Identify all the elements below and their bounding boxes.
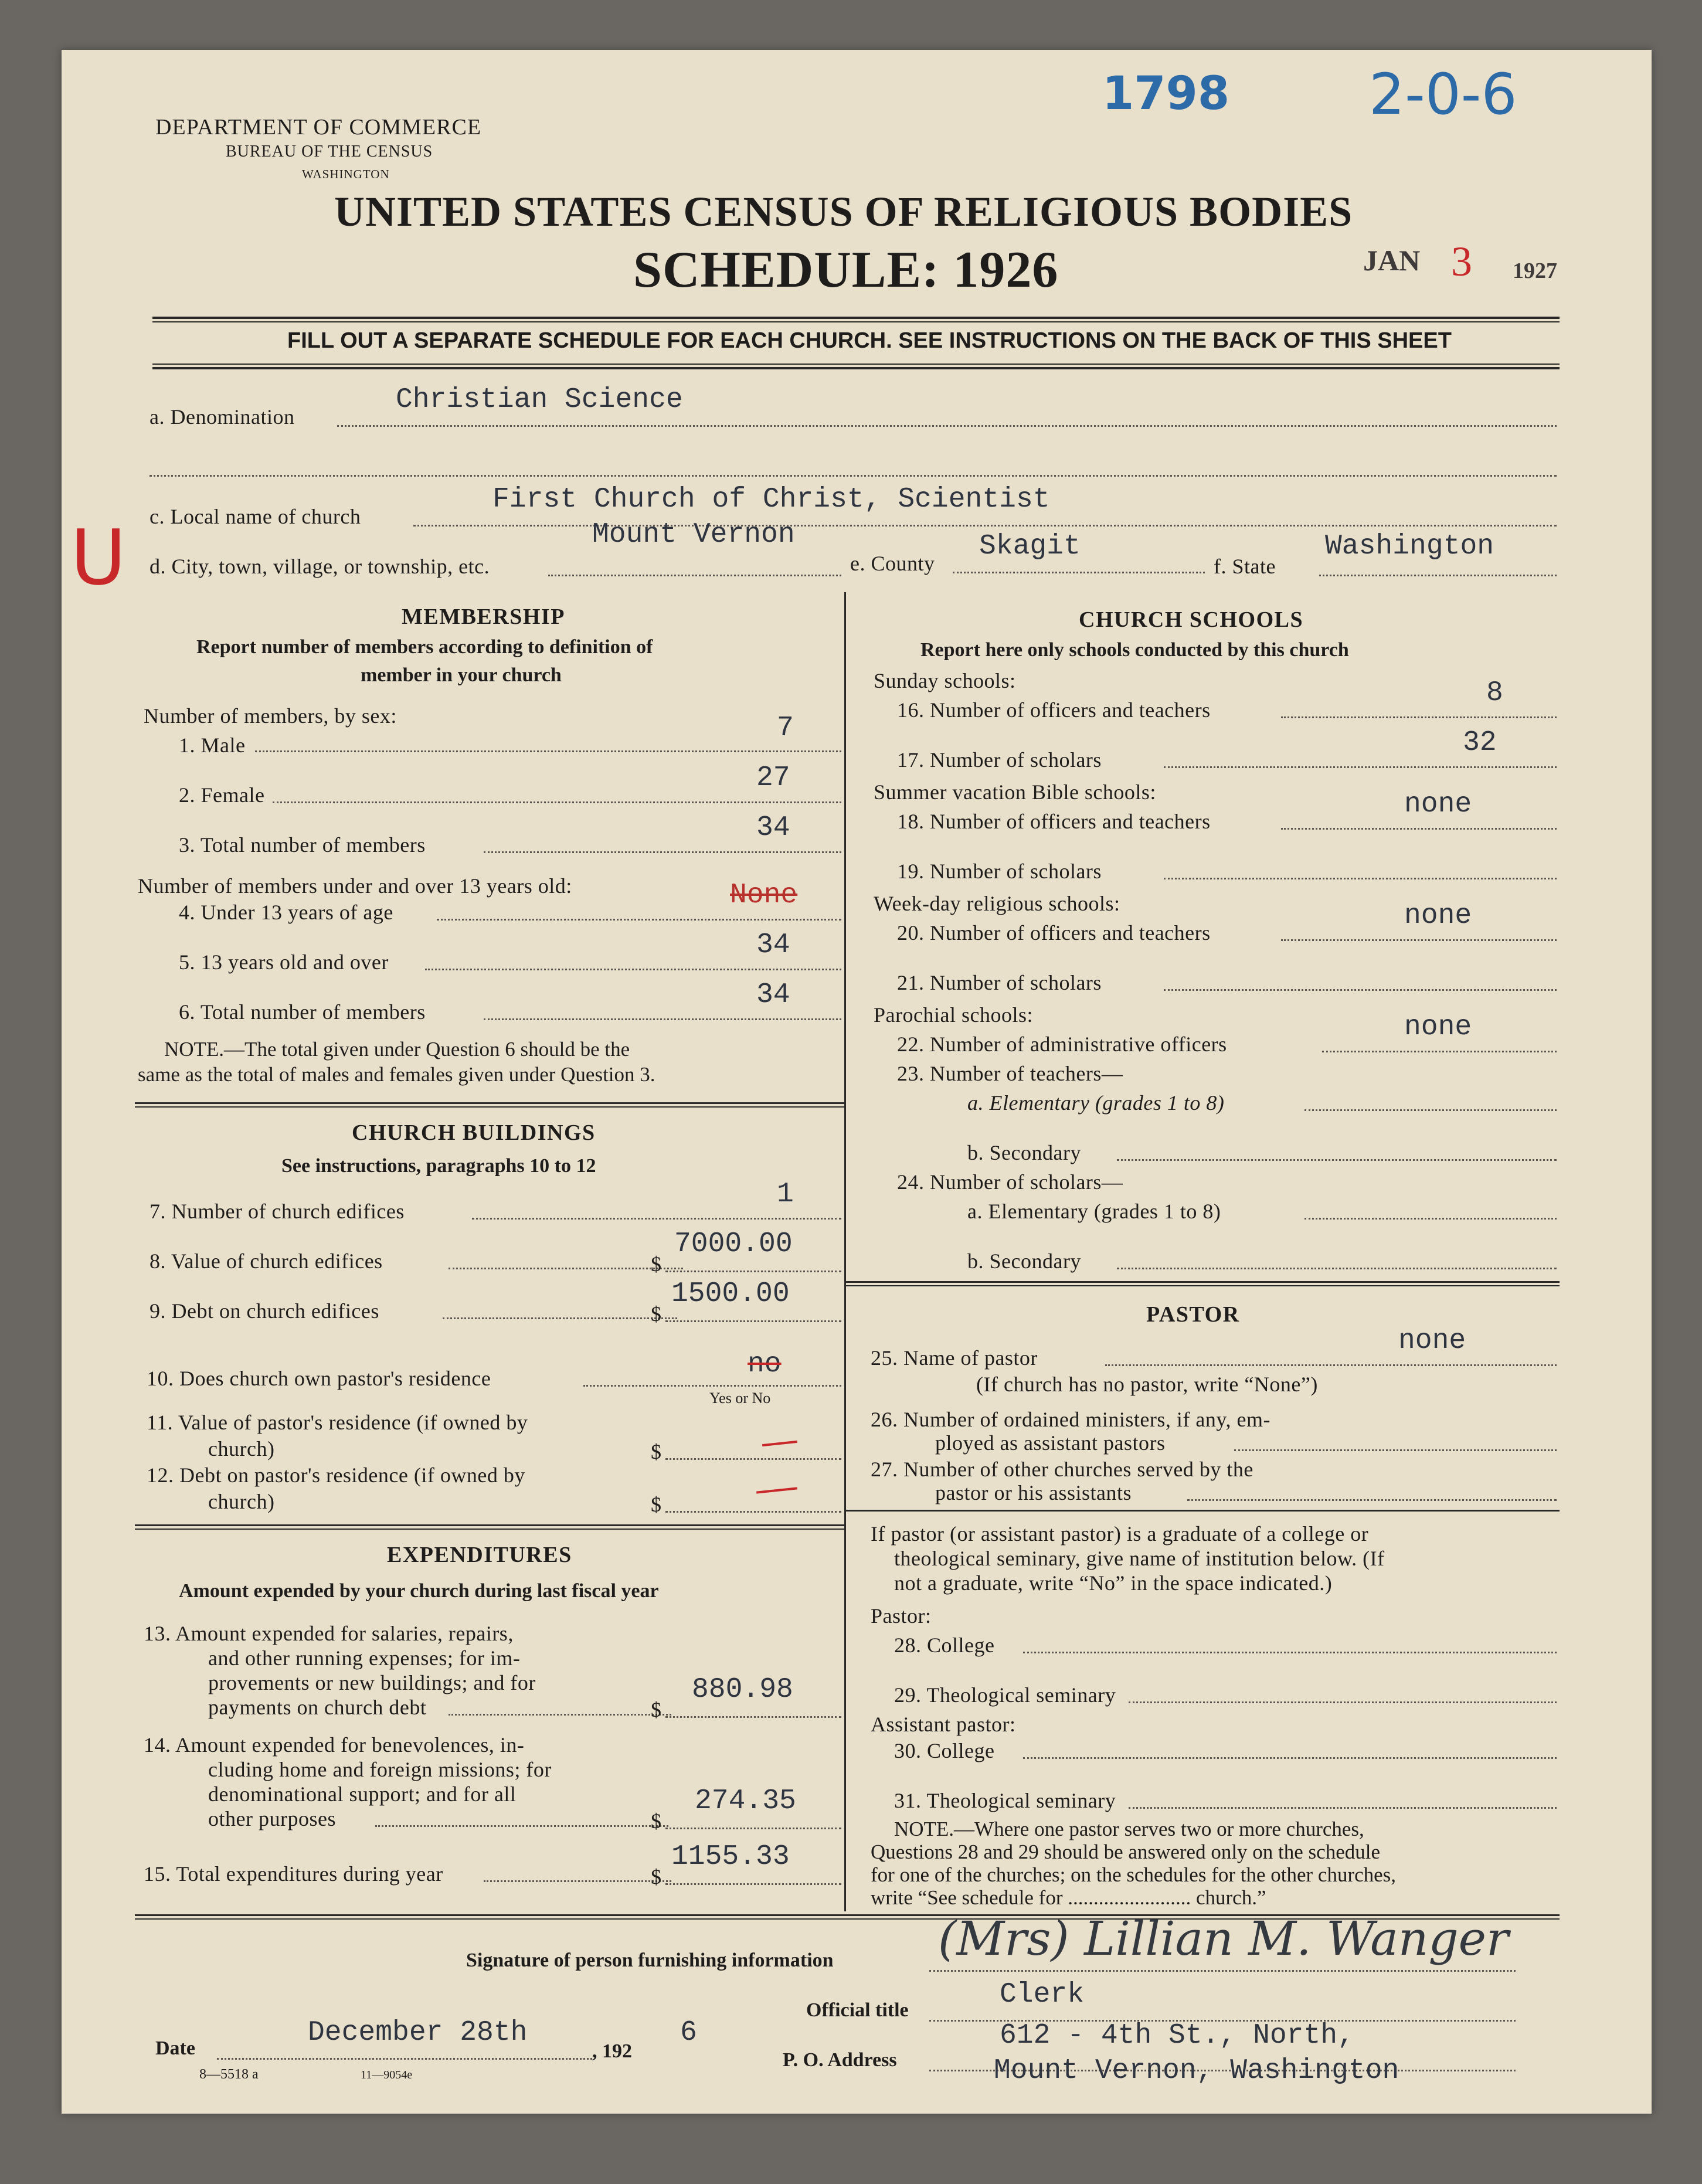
- q23b-label: b. Secondary: [967, 1141, 1081, 1164]
- q12-amount-line: [665, 1511, 841, 1513]
- q19-label: 19. Number of scholars: [897, 860, 1102, 883]
- q8-value: 7000.00: [674, 1228, 793, 1260]
- q20-value: none: [1404, 900, 1472, 932]
- weekday-schools-label: Week-day religious schools:: [874, 892, 1120, 915]
- members-by-sex-label: Number of members, by sex:: [144, 704, 397, 728]
- q5-over13-label: 5. 13 years old and over: [179, 950, 389, 974]
- q21-label: 21. Number of scholars: [897, 971, 1102, 994]
- city-line: [548, 575, 841, 576]
- q8-label: 8. Value of church edifices: [150, 1249, 383, 1273]
- q14-label-2: cluding home and foreign missions; for: [208, 1758, 552, 1781]
- official-title-value: Clerk: [1000, 1979, 1085, 2010]
- county-line: [953, 572, 1205, 573]
- yes-no-hint: Yes or No: [709, 1390, 771, 1407]
- q22-value: none: [1404, 1011, 1472, 1043]
- q9-dollar: $: [651, 1302, 662, 1326]
- q26-line: [1234, 1449, 1557, 1451]
- q18-label: 18. Number of officers and teachers: [897, 810, 1211, 833]
- q4-under13-value: None: [730, 879, 798, 911]
- form-number: 8—5518 a: [199, 2067, 259, 2082]
- pastor-note-1: NOTE.—Where one pastor serves two or more churches,: [894, 1818, 1364, 1840]
- q24-label: 24. Number of scholars—: [897, 1170, 1123, 1194]
- q22-line: [1322, 1051, 1557, 1052]
- header-rule-bottom-2: [152, 367, 1560, 369]
- q5-over13-value: 34: [756, 929, 790, 961]
- q23a-line: [1304, 1109, 1557, 1111]
- q11-dash-mark: [762, 1441, 797, 1446]
- date-label: Date: [155, 2037, 195, 2059]
- q9-amount-line: [665, 1320, 841, 1322]
- membership-intro: Report number of members according to definition of: [196, 636, 653, 658]
- q12-dash-mark: [756, 1487, 797, 1493]
- graduate-note-3: not a graduate, write “No” in the space indicated.): [894, 1571, 1333, 1595]
- signature: (Mrs) Lillian M. Wanger: [938, 1911, 1509, 1966]
- pastor-heading: PASTOR: [1146, 1302, 1240, 1327]
- q11-label-2: church): [208, 1437, 275, 1460]
- address-line-1: 612 - 4th St., North,: [1000, 2020, 1354, 2051]
- county-value: Skagit: [979, 531, 1081, 562]
- pastor-note-3: for one of the churches; on the schedules for the other churches,: [871, 1863, 1397, 1886]
- expenditures-heading: EXPENDITURES: [387, 1543, 572, 1567]
- sunday-schools-label: Sunday schools:: [874, 669, 1016, 692]
- q11-label: 11. Value of pastor's residence (if owned by: [147, 1411, 528, 1434]
- buildings-heading: CHURCH BUILDINGS: [352, 1120, 596, 1145]
- q5-line: [425, 969, 841, 970]
- members-by-age-label: Number of members under and over 13 years old:: [138, 874, 572, 898]
- q21-line: [1164, 989, 1557, 991]
- q7-label: 7. Number of church edifices: [150, 1200, 405, 1223]
- stamp-number: 1798: [1102, 67, 1230, 120]
- church-name-label: c. Local name of church: [150, 505, 361, 528]
- q16-line: [1281, 716, 1557, 718]
- q31-label: 31. Theological seminary: [894, 1789, 1116, 1812]
- header-rule-bottom: [152, 364, 1560, 365]
- date-line: [217, 2058, 592, 2060]
- q8-dollar: $: [651, 1252, 662, 1276]
- schools-intro: Report here only schools conducted by this church: [920, 639, 1349, 661]
- q13-label-1: 13. Amount expended for salaries, repairs,: [144, 1622, 514, 1645]
- denomination-label: a. Denomination: [150, 405, 295, 429]
- church-name-line: [413, 525, 1557, 527]
- q11-dollar: $: [651, 1440, 662, 1463]
- q7-line: [472, 1218, 841, 1220]
- schedule-title: SCHEDULE: 1926: [633, 242, 1059, 298]
- q13-line: [449, 1714, 671, 1716]
- state-line: [1319, 575, 1557, 576]
- q24b-label: b. Secondary: [967, 1249, 1081, 1273]
- q14-line: [375, 1825, 668, 1827]
- summer-schools-label: Summer vacation Bible schools:: [874, 780, 1156, 804]
- q30-label: 30. College: [894, 1739, 995, 1762]
- stamp-year: 1927: [1513, 259, 1557, 283]
- q14-label-1: 14. Amount expended for benevolences, in-: [144, 1733, 525, 1757]
- pastor-note-2: Questions 28 and 29 should be answered only on the schedule: [871, 1840, 1381, 1863]
- official-title-label: Official title: [806, 1999, 909, 2021]
- signature-line: [929, 1970, 1516, 1972]
- bureau-name: BUREAU OF THE CENSUS: [226, 142, 433, 161]
- q2-line: [273, 801, 841, 803]
- q15-label: 15. Total expenditures during year: [144, 1862, 443, 1886]
- q16-value: 8: [1486, 677, 1503, 709]
- year-prefix: , 192: [592, 2040, 632, 2062]
- parochial-schools-label: Parochial schools:: [874, 1003, 1033, 1027]
- q2-female-value: 27: [756, 762, 790, 794]
- q23b-line: [1117, 1159, 1557, 1161]
- pastor-note-4: write “See schedule for ........................ church.”: [871, 1886, 1266, 1909]
- stamp-day: 3: [1451, 238, 1472, 285]
- q3-total-label: 3. Total number of members: [179, 833, 426, 857]
- q24a-line: [1304, 1218, 1557, 1220]
- q25-note: (If church has no pastor, write “None”): [976, 1373, 1318, 1396]
- q24a-label: a. Elementary (grades 1 to 8): [967, 1200, 1221, 1223]
- city-label: d. City, town, village, or township, etc.: [150, 555, 490, 578]
- margin-mark: U: [70, 513, 127, 602]
- q14-amount-line: [665, 1828, 841, 1829]
- print-number: 11—9054e: [361, 2068, 413, 2081]
- state-value: Washington: [1325, 531, 1494, 562]
- membership-note-2: same as the total of males and females given under Question 3.: [138, 1063, 655, 1086]
- q14-label-3: denominational support; and for all: [208, 1782, 517, 1806]
- q1-line: [255, 750, 841, 752]
- q7-value: 1: [777, 1178, 794, 1210]
- q25-line: [1105, 1364, 1557, 1366]
- header-rule-top-2: [152, 321, 1560, 322]
- q27-label-1: 27. Number of other churches served by the: [871, 1458, 1253, 1481]
- po-address-label: P. O. Address: [783, 2049, 897, 2071]
- pastor-sub-label: Pastor:: [871, 1604, 932, 1628]
- graduate-note-1: If pastor (or assistant pastor) is a graduate of a college or: [871, 1522, 1369, 1546]
- q6-total-value: 34: [756, 979, 790, 1011]
- bureau-city: WASHINGTON: [302, 167, 390, 181]
- q1-male-value: 7: [777, 712, 794, 744]
- q3-line: [484, 851, 841, 853]
- denomination-value: Christian Science: [396, 384, 683, 416]
- q12-label-2: church): [208, 1490, 275, 1513]
- q12-dollar: $: [651, 1493, 662, 1516]
- graduate-note-2: theological seminary, give name of institution below. (If: [894, 1547, 1385, 1570]
- membership-intro-2: member in your church: [361, 664, 562, 686]
- q14-label-4: other purposes: [208, 1807, 336, 1830]
- q17-line: [1164, 766, 1557, 768]
- q10-label: 10. Does church own pastor's residence: [147, 1367, 491, 1390]
- membership-heading: MEMBERSHIP: [402, 604, 565, 629]
- buildings-intro: See instructions, paragraphs 10 to 12: [281, 1155, 596, 1177]
- q19-line: [1164, 878, 1557, 879]
- q17-label: 17. Number of scholars: [897, 748, 1102, 772]
- q31-line: [1129, 1807, 1557, 1809]
- q8-line: [449, 1268, 683, 1269]
- membership-note-1: NOTE.—The total given under Question 6 should be the: [164, 1038, 630, 1061]
- q29-line: [1129, 1701, 1557, 1703]
- q28-line: [1023, 1652, 1557, 1653]
- q15-amount-line: [665, 1883, 841, 1885]
- church-name-value: First Church of Christ, Scientist: [492, 484, 1050, 515]
- q29-label: 29. Theological seminary: [894, 1683, 1116, 1707]
- q11-amount-line: [665, 1458, 841, 1460]
- buildings-rule-2: [135, 1529, 844, 1530]
- membership-rule: [135, 1102, 844, 1104]
- q23a-label: a. Elementary (grades 1 to 8): [967, 1091, 1225, 1115]
- schools-heading: CHURCH SCHOOLS: [1079, 607, 1304, 632]
- q15-dollar: $: [651, 1865, 662, 1889]
- q1-male-label: 1. Male: [179, 733, 246, 757]
- stamp-month: JAN: [1363, 244, 1421, 277]
- year-digit: 6: [680, 2017, 697, 2049]
- q23-label: 23. Number of teachers—: [897, 1062, 1123, 1085]
- q6-line: [484, 1018, 841, 1020]
- city-value: Mount Vernon: [592, 519, 795, 551]
- q28-label: 28. College: [894, 1633, 995, 1657]
- q22-label: 22. Number of administrative officers: [897, 1032, 1227, 1056]
- denomination-line: [337, 425, 1557, 427]
- q13-amount-line: [665, 1716, 841, 1718]
- blank-line: [150, 475, 1557, 477]
- q6-total-label: 6. Total number of members: [179, 1000, 426, 1024]
- schools-rule-2: [844, 1285, 1560, 1286]
- q13-dollar: $: [651, 1698, 662, 1721]
- q13-value: 880.98: [692, 1674, 793, 1706]
- census-schedule-page: [62, 50, 1652, 2114]
- q2-female-label: 2. Female: [179, 783, 265, 807]
- q16-label: 16. Number of officers and teachers: [897, 698, 1211, 722]
- expenditures-intro: Amount expended by your church during last fiscal year: [179, 1580, 659, 1602]
- q8-amount-line: [665, 1271, 841, 1272]
- buildings-rule: [135, 1524, 844, 1526]
- q18-value: none: [1404, 789, 1472, 820]
- column-divider: [844, 592, 846, 1911]
- q3-total-value: 34: [756, 812, 790, 844]
- handwritten-code: 2-0-6: [1369, 62, 1517, 127]
- q9-value: 1500.00: [671, 1278, 790, 1310]
- header-rule-top: [152, 317, 1560, 319]
- department-name: DEPARTMENT OF COMMERCE: [155, 115, 482, 140]
- q25-label: 25. Name of pastor: [871, 1346, 1038, 1370]
- q14-dollar: $: [651, 1809, 662, 1833]
- signature-label: Signature of person furnishing information: [466, 1949, 834, 1971]
- q12-label: 12. Debt on pastor's residence (if owned by: [147, 1463, 525, 1487]
- q13-label-4: payments on church debt: [208, 1696, 427, 1719]
- q17-value: 32: [1463, 727, 1497, 759]
- q10-line: [583, 1385, 841, 1387]
- form-title: UNITED STATES CENSUS OF RELIGIOUS BODIES: [334, 188, 1353, 235]
- county-label: e. County: [850, 552, 935, 575]
- q26-label-2: ployed as assistant pastors: [935, 1431, 1166, 1455]
- q13-label-2: and other running expenses; for im-: [208, 1646, 521, 1670]
- q27-label-2: pastor or his assistants: [935, 1481, 1132, 1504]
- membership-rule-2: [135, 1106, 844, 1108]
- schools-rule: [844, 1281, 1560, 1283]
- date-value: December 28th: [308, 2017, 528, 2049]
- q20-line: [1281, 939, 1557, 941]
- q25-value: none: [1398, 1325, 1466, 1357]
- pastor-rule: [844, 1510, 1560, 1512]
- state-label: f. State: [1214, 555, 1276, 578]
- q24b-line: [1117, 1268, 1557, 1269]
- q9-line: [443, 1317, 677, 1319]
- q30-line: [1023, 1757, 1557, 1759]
- q13-label-3: provements or new buildings; and for: [208, 1671, 536, 1694]
- q20-label: 20. Number of officers and teachers: [897, 921, 1211, 945]
- q14-value: 274.35: [695, 1785, 796, 1817]
- q18-line: [1281, 828, 1557, 830]
- instruction-banner: FILL OUT A SEPARATE SCHEDULE FOR EACH CHURCH. SEE INSTRUCTIONS ON THE BACK OF THIS SHEET: [287, 328, 1452, 353]
- q15-line: [484, 1880, 671, 1882]
- q4-under13-label: 4. Under 13 years of age: [179, 901, 393, 924]
- q10-value: no: [748, 1349, 782, 1380]
- assistant-pastor-label: Assistant pastor:: [871, 1713, 1016, 1736]
- q27-line: [1187, 1499, 1557, 1501]
- q9-label: 9. Debt on church edifices: [150, 1299, 379, 1323]
- address-line-2: Mount Vernon, Washington: [994, 2055, 1399, 2087]
- q26-label-1: 26. Number of ordained ministers, if any, em-: [871, 1408, 1270, 1431]
- q4-line: [437, 919, 841, 921]
- q15-value: 1155.33: [671, 1841, 790, 1873]
